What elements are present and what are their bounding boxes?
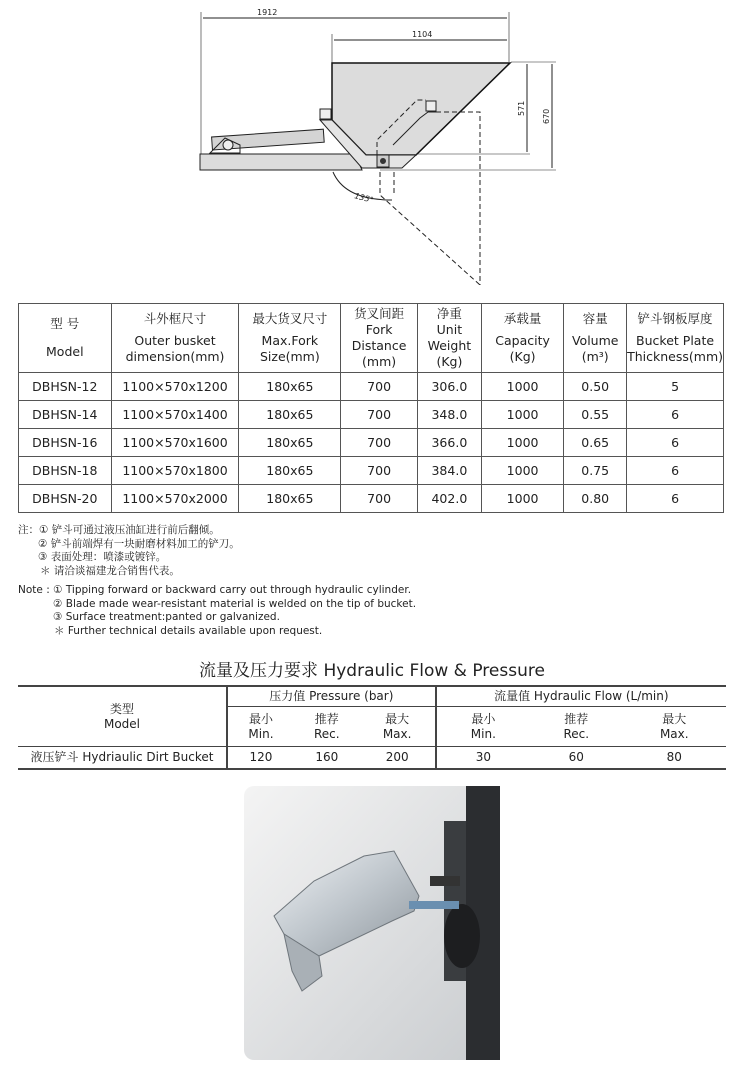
spec-cell: 180x65 [239, 401, 341, 429]
spec-cell: 1100×570x1200 [111, 373, 239, 401]
dim-571: 571 [517, 100, 526, 116]
spec-cell: 0.50 [564, 373, 627, 401]
spec-table-row [19, 457, 724, 485]
pressure-rec-header: 推荐 Rec. [294, 707, 360, 747]
dim-1104: 1104 [412, 30, 433, 39]
col-fork-distance: 货叉间距 Fork Distance (mm) [341, 304, 418, 373]
col-dimension: 斗外框尺寸 Outer busket dimension(mm) [111, 304, 239, 373]
col-capacity: 承载量 Capacity (Kg) [481, 304, 564, 373]
spec-cell: DBHSN-12 [19, 373, 112, 401]
spec-cell: 6 [627, 457, 724, 485]
forklift-wheel [444, 904, 480, 968]
spec-cell: 1100×570x1600 [111, 429, 239, 457]
flow-max-header: 最大 Max. [623, 707, 727, 747]
spec-table-row [19, 485, 724, 513]
spec-cell: 402.0 [417, 485, 481, 513]
spec-cell: 700 [341, 429, 418, 457]
spec-cell: 1000 [481, 485, 564, 513]
flow-row [18, 747, 726, 769]
fork-base-plate [200, 154, 362, 170]
spec-cell: 1100×570x1400 [111, 401, 239, 429]
flow-header: 流量值 Hydraulic Flow (L/min) [436, 686, 726, 707]
flow-min: 30 [436, 747, 530, 769]
spec-cell: 700 [341, 401, 418, 429]
spec-table-row [19, 429, 724, 457]
col-model: 型 号 Model [19, 304, 112, 373]
spec-cell: DBHSN-18 [19, 457, 112, 485]
bucket-technical-drawing [0, 0, 744, 300]
spec-cell: 306.0 [417, 373, 481, 401]
notes-english: Note : ① Tipping forward or backward carry out through hydraulic cylinder. ② Blade made wear-resistant material is welded on the tip of bucket. ③ Surface treatment:panted or galvanized. ＊ Further technical details available upon request. [18, 584, 417, 637]
pressure-min-header: 最小 Min. [227, 707, 294, 747]
flow-rec: 60 [530, 747, 622, 769]
notes-chinese: 注：① 铲斗可通过液压油缸进行前后翻倾。 ② 铲斗前端焊有一块耐磨材料加工的铲刀。 ③ 表面处理：喷漆或镀锌。 ＊ 请洽谈福建龙合销售代表。 [18, 524, 240, 577]
spec-cell: 180x65 [239, 457, 341, 485]
spec-cell: 1000 [481, 401, 564, 429]
spec-cell: 366.0 [417, 429, 481, 457]
spec-cell: 0.55 [564, 401, 627, 429]
spec-cell: 1000 [481, 457, 564, 485]
spec-cell: 1100×570x2000 [111, 485, 239, 513]
spec-cell: 348.0 [417, 401, 481, 429]
spec-cell: 180x65 [239, 429, 341, 457]
dim-1912: 1912 [257, 8, 278, 17]
col-thickness: 铲斗钢板厚度 Bucket Plate Thickness(mm) [627, 304, 724, 373]
spec-cell: DBHSN-16 [19, 429, 112, 457]
spec-cell: 6 [627, 485, 724, 513]
pressure-header: 压力值 Pressure (bar) [227, 686, 436, 707]
bucket-body [332, 63, 510, 155]
spec-cell: 180x65 [239, 485, 341, 513]
spec-cell: 0.75 [564, 457, 627, 485]
col-volume: 容量 Volume (m³) [564, 304, 627, 373]
spec-cell: 700 [341, 485, 418, 513]
flow-min-header: 最小 Min. [436, 707, 530, 747]
spec-cell: 700 [341, 373, 418, 401]
spec-cell: DBHSN-20 [19, 485, 112, 513]
spec-cell: 700 [341, 457, 418, 485]
spec-cell: 6 [627, 401, 724, 429]
flow-rec-header: 推荐 Rec. [530, 707, 622, 747]
spec-table-row [19, 373, 724, 401]
flow-model-header: 类型 Model [18, 686, 227, 747]
spec-table [18, 303, 724, 513]
pressure-max: 200 [360, 747, 436, 769]
col-fork-size: 最大货叉尺寸 Max.Fork Size(mm) [239, 304, 341, 373]
col-weight: 净重 Unit Weight (Kg) [417, 304, 481, 373]
pressure-max-header: 最大 Max. [360, 707, 436, 747]
spec-cell: 0.80 [564, 485, 627, 513]
product-photo [244, 786, 502, 1062]
spec-cell: 6 [627, 429, 724, 457]
pressure-min: 120 [227, 747, 294, 769]
hydraulic-flow-table [18, 685, 726, 770]
flow-section-title: 流量及压力要求 Hydraulic Flow & Pressure [199, 661, 545, 681]
pressure-rec: 160 [294, 747, 360, 769]
spec-table-header [19, 304, 724, 373]
flow-row-label: 液压铲斗 Hydriaulic Dirt Bucket [18, 747, 227, 769]
spec-cell: 1000 [481, 373, 564, 401]
flow-max: 80 [623, 747, 727, 769]
dim-670: 670 [542, 108, 551, 124]
spec-cell: 384.0 [417, 457, 481, 485]
spec-cell: 0.65 [564, 429, 627, 457]
dim-angle: 135° [353, 191, 375, 205]
spec-cell: 5 [627, 373, 724, 401]
spec-table-row [19, 401, 724, 429]
spec-cell: 180x65 [239, 373, 341, 401]
spec-cell: 1000 [481, 429, 564, 457]
spec-cell: DBHSN-14 [19, 401, 112, 429]
spec-cell: 1100×570x1800 [111, 457, 239, 485]
